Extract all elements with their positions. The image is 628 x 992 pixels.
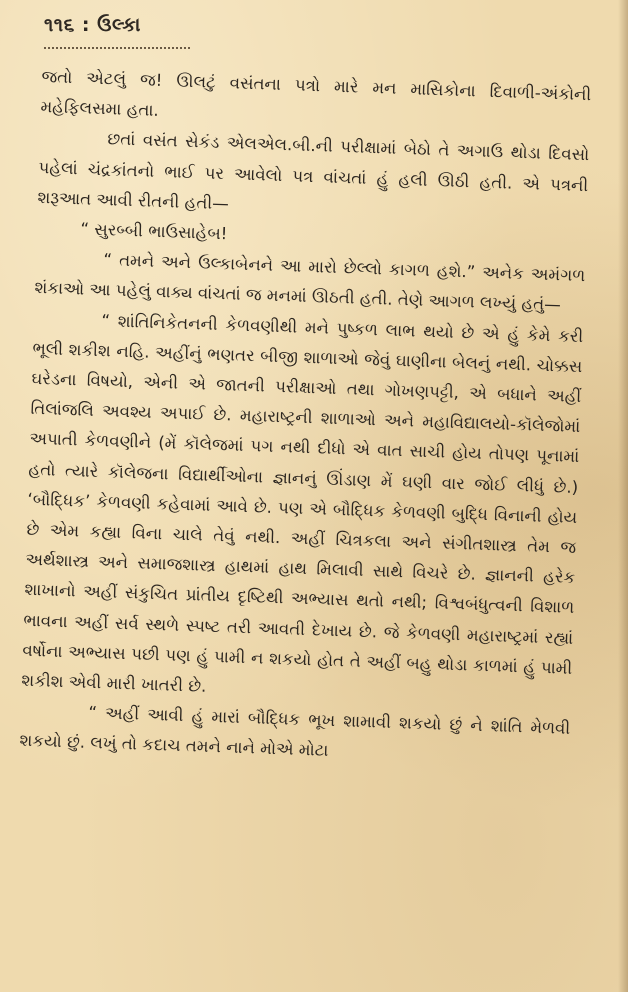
paragraph: “ સુરબ્બી ભાઉસાહેબ! <box>80 219 228 244</box>
header-underline <box>44 41 190 49</box>
page-header: ૧૧૬ : ઉલ્કા <box>44 14 141 36</box>
paragraph: “ અહીં આવી હું મારાં બૌદ્ધિક ભૂખ શામાવી શકયો છું ને શાંતિ મેળવી શકયો છું. લખું તો કદાચ તમને નાને મોએ મોટા <box>19 703 571 761</box>
paragraph: છતાં વસંત સેકંડ એલએલ.બી.ની પરીક્ષામાં બેઠો તે અગાઉ થોડા દિવસો પહેલાં ચંદ્રકાંતનો ભાઈ પર આવેલો પત્ર વાંચતાં હું હલી ઊઠી હતી. એ પત્રની શરૂઆત આવી રીતની હતી— <box>37 129 590 214</box>
paragraph: જતો એટલું જ! ઊલટું વસંતના પત્રો મારે મન માસિકોના દિવાળી-અંકોની મહેફિલસમા હતા. <box>40 66 592 121</box>
paragraph: “ શાંતિનિકેતનની કેળવણીથી મને પુષ્કળ લાભ થયો છે એ હું કેમે કરી ભૂલી શકીશ નહિ. અહીંનું ભણતર બીજી શાળાઓ જેવું ઘાણીના બેલનું નથી. ચોક્કસ ઘરેડના વિષયો, એની એ જાતની પરીક્ષાઓ તથા ગોખણપટ્ટી, એ બધાને અહીં તિલાંજલિ અવશ્ય અપાઈ છે. મહારાષ્ટ્રની શાળાઓ અને મહાવિદ્યાલયો-કૉલેજોમાં અપાતી કેળવણીને (મેં કૉલેજમાં પગ નથી દીધો એ વાત સાચી હોય તોપણ પૂનામાં હતો ત્યારે કૉલેજના વિદ્યાર્થીઓના જ્ઞાનનું ઊંડાણ મેં ઘણી વાર જોઈ લીધું છે.) ‘બૌદ્ધિક’ કેળવણી કહેવામાં આવે છે. પણ એ બૌદ્ધિક કેળવણી બુદ્ધિ વિનાની હોય છે એમ કહ્યા વિના ચાલે તેવું નથી. અહીં ચિત્રકલા અને સંગીતશાસ્ત્ર તેમ જ અર્થશાસ્ત્ર અને સમાજશાસ્ત્ર હાથમાં હાથ મિલાવી સાથે વિચરે છે. જ્ઞાનની હરેક શાખાનો અહીં સંકુચિત પ્રાંતીય દૃષ્ટિથી અભ્યાસ થતો નથી; વિશ્વબંધુત્વની વિશાળ ભાવના અહીં સર્વ સ્થળે સ્પષ્ટ તરી આવતી દેખાય છે. જે કેળવણી મહારાષ્ટ્રમાં રહ્યાં વર્ષોના અભ્યાસ પછી પણ હું પામી ન શકયો હોત તે અહીં બહુ થોડા કાળમાં હું પામી શકીશ એવી મારી ખાતરી છે. <box>21 310 584 696</box>
body-text <box>19 62 592 775</box>
paragraph: “ તમને અને ઉલ્કાબેનને આ મારો છેલ્લો કાગળ હશે.” અનેક અમંગળ શંકાઓ આ પહેલું વાક્ય વાંચતાં જ મનમાં ઊઠતી હતી. તેણે આગળ લખ્યું હતું— <box>34 250 586 315</box>
page-edge-shadow <box>618 0 628 992</box>
